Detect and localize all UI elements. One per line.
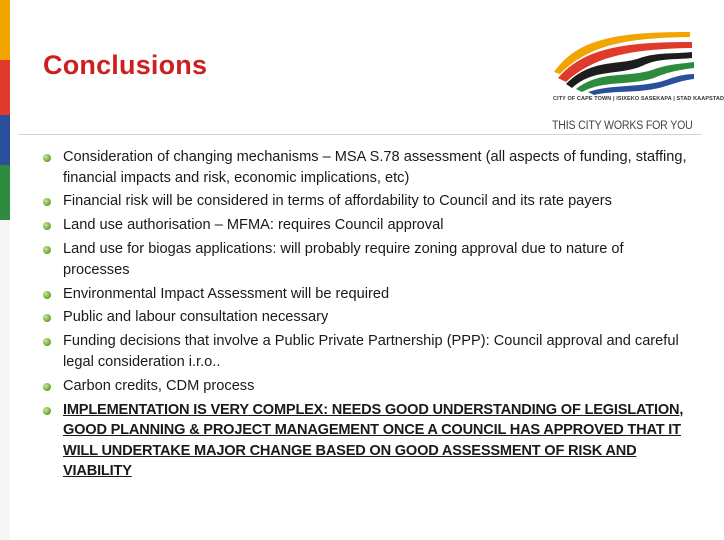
bullet-icon — [43, 383, 51, 391]
bullet-icon — [43, 198, 51, 206]
logo-tagline: THIS CITY WORKS FOR YOU — [552, 120, 693, 132]
bullet-list — [43, 147, 691, 485]
stripe-green — [0, 165, 10, 220]
bullet-item — [43, 331, 691, 372]
title-divider — [18, 134, 702, 135]
bullet-item — [43, 239, 691, 280]
bullet-item — [43, 307, 691, 328]
logo-entity-line: CITY OF CAPE TOWN | ISIXEKO SASEKAPA | STAD KAAPSTAD — [553, 96, 724, 102]
bullet-text: IMPLEMENTATION IS VERY COMPLEX: NEEDS GOOD UNDERSTANDING OF LEGISLATION, GOOD PLANNING & PROJECT MANAGEMENT ONCE A COUNCIL HAS APPROVED THAT IT WILL UNDERTAKE MAJOR CHANGE BASED ON GOOD ASSESSMENT OF RISK AND VIABILITY — [63, 401, 684, 480]
stripe-orange — [0, 0, 10, 60]
bullet-icon — [43, 246, 51, 254]
bullet-icon — [43, 314, 51, 322]
side-color-stripes — [0, 0, 10, 540]
bullet-icon — [43, 407, 51, 415]
city-logo — [548, 28, 724, 138]
slide-title: Conclusions — [43, 50, 208, 80]
bullet-icon — [43, 154, 51, 162]
bullet-item-emphasis — [43, 400, 691, 482]
bullet-icon — [43, 338, 51, 346]
bullet-item — [43, 147, 691, 188]
bullet-icon — [43, 291, 51, 299]
bullet-text: Financial risk will be considered in terms of affordability to Council and its rate payers — [63, 193, 612, 210]
bullet-item — [43, 215, 691, 236]
stripe-light — [0, 220, 10, 540]
bullet-text: Public and labour consultation necessary — [63, 309, 329, 326]
flag-wave-icon — [548, 28, 698, 98]
bullet-text: Consideration of changing mechanisms – MSA S.78 assessment (all aspects of funding, staffing, financial impacts and risk, economic implications, etc) — [63, 149, 687, 186]
bullet-text: Land use authorisation – MFMA: requires Council approval — [63, 217, 444, 234]
bullet-item — [43, 284, 691, 305]
stripe-blue — [0, 115, 10, 165]
bullet-text: Carbon credits, CDM process — [63, 377, 255, 394]
bullet-text: Funding decisions that involve a Public Private Partnership (PPP): Council approval and careful legal consideration i.r.o.. — [63, 333, 679, 370]
bullet-text: Land use for biogas applications: will probably require zoning approval due to nature of processes — [63, 241, 624, 278]
bullet-item — [43, 191, 691, 212]
stripe-red — [0, 60, 10, 115]
bullet-icon — [43, 222, 51, 230]
bullet-item — [43, 376, 691, 397]
bullet-text: Environmental Impact Assessment will be required — [63, 285, 390, 302]
